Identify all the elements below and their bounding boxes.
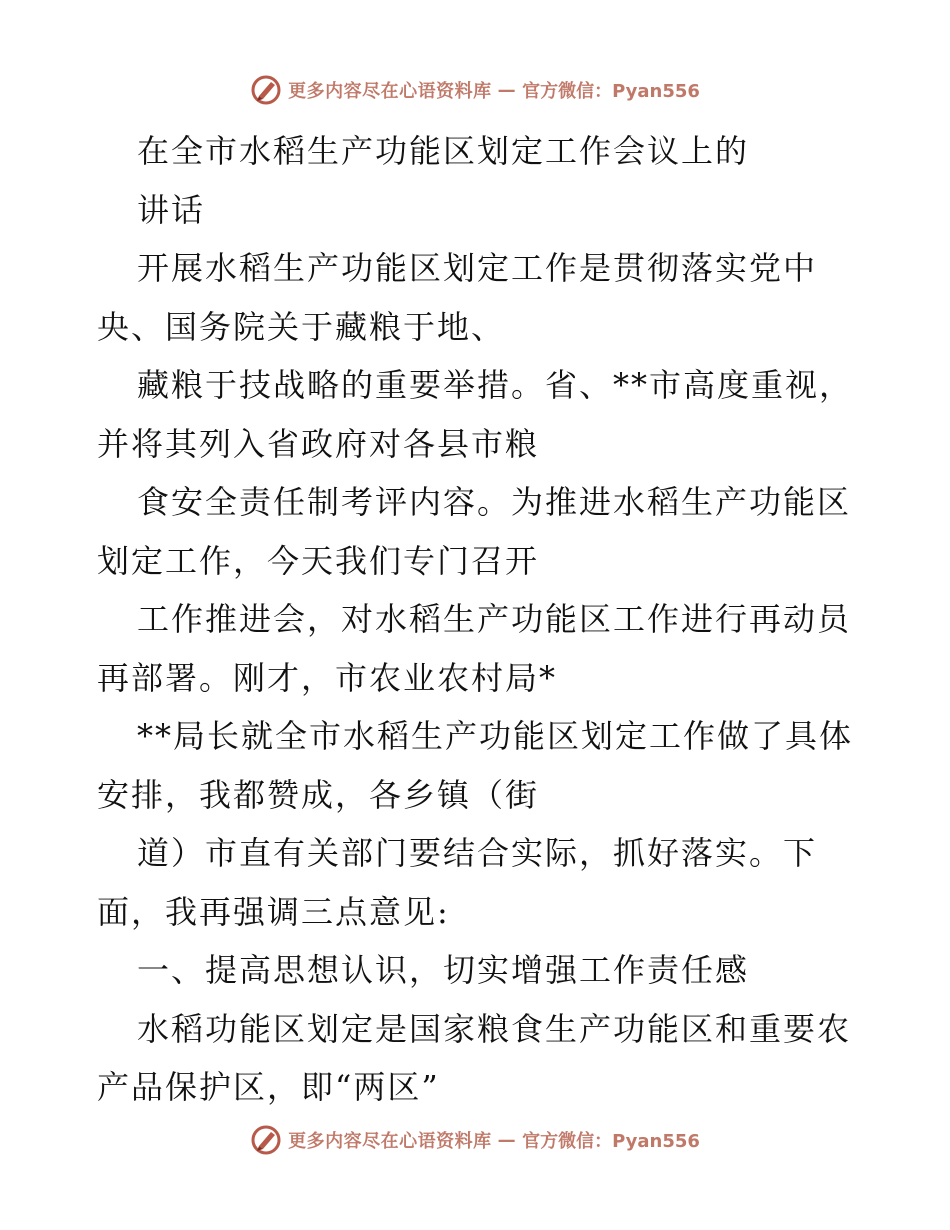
section-heading-1: 一、提高思想认识，切实增强工作责任感 — [137, 951, 750, 989]
watermark-separator: — — [497, 79, 517, 101]
doc-line-10: 再部署。刚才，市农业农村局* — [97, 658, 558, 697]
footer-watermark — [0, 1120, 950, 1160]
doc-line-8: 划定工作，今天我们专门召开 — [97, 541, 540, 580]
watermark-separator: — — [497, 1129, 517, 1151]
doc-line-3: 开展水稻生产功能区划定工作是贯彻落实党中 — [137, 249, 818, 287]
watermark-wechat: 官方微信：Pyan556 — [522, 81, 700, 102]
doc-line-12: 安排，我都赞成，各乡镇（街 — [97, 775, 540, 814]
doc-line-11: **局长就全市水稻生产功能区划定工作做了具体 — [137, 717, 854, 755]
doc-line-4: 央、国务院关于藏粮于地、 — [97, 307, 506, 346]
watermark-wechat: 官方微信：Pyan556 — [522, 1131, 700, 1152]
doc-line-17: 产品保护区，即“两区” — [97, 1068, 440, 1106]
doc-line-6: 并将其列入省政府对各县市粮 — [97, 424, 540, 463]
doc-line-14: 面，我再强调三点意见: — [97, 892, 450, 931]
header-watermark — [0, 70, 950, 110]
doc-line-7: 食安全责任制考评内容。为推进水稻生产功能区 — [137, 483, 852, 521]
doc-line-2: 讲话 — [137, 190, 206, 229]
doc-line-5: 藏粮于技战略的重要举措。省、**市高度重视， — [137, 366, 854, 404]
pen-logo-icon — [250, 1124, 282, 1156]
watermark-slogan: 更多内容尽在心语资料库 — [288, 81, 492, 102]
document-body — [97, 122, 857, 1117]
pen-logo-icon — [250, 74, 282, 106]
doc-line-1: 在全市水稻生产功能区划定工作会议上的 — [137, 132, 750, 170]
watermark-slogan: 更多内容尽在心语资料库 — [288, 1131, 492, 1152]
doc-line-9: 工作推进会，对水稻生产功能区工作进行再动员 — [137, 600, 852, 638]
doc-line-16: 水稻功能区划定是国家粮食生产功能区和重要农 — [137, 1009, 852, 1048]
doc-line-13: 道）市直有关部门要结合实际，抓好落实。下 — [137, 834, 818, 872]
